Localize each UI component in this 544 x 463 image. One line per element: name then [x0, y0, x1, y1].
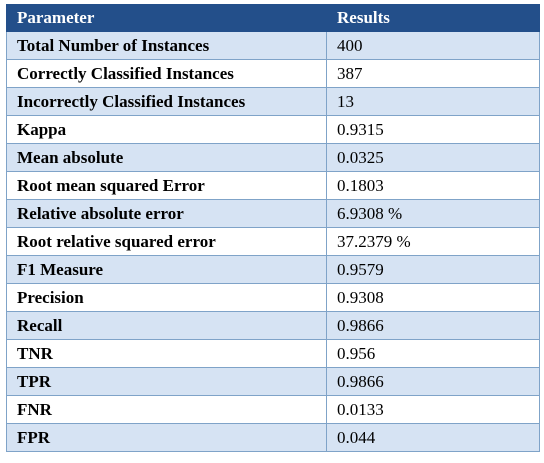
result-cell: 0.9866	[327, 368, 540, 396]
table-row	[7, 88, 540, 116]
table-row	[7, 60, 540, 88]
parameter-cell: Incorrectly Classified Instances	[7, 88, 327, 116]
parameter-cell: Correctly Classified Instances	[7, 60, 327, 88]
result-cell: 6.9308 %	[327, 200, 540, 228]
table-row	[7, 228, 540, 256]
table-row	[7, 32, 540, 60]
table-body	[7, 32, 540, 452]
result-cell: 0.9866	[327, 312, 540, 340]
table-row	[7, 200, 540, 228]
table-row	[7, 116, 540, 144]
parameter-cell: F1 Measure	[7, 256, 327, 284]
result-cell: 0.1803	[327, 172, 540, 200]
table-row	[7, 256, 540, 284]
parameter-cell: Recall	[7, 312, 327, 340]
parameter-cell: Root mean squared Error	[7, 172, 327, 200]
result-cell: 387	[327, 60, 540, 88]
table-header	[7, 5, 540, 32]
table-row	[7, 312, 540, 340]
parameter-cell: TPR	[7, 368, 327, 396]
results-column-header: Results	[327, 5, 540, 32]
table-row	[7, 396, 540, 424]
result-cell: 0.9315	[327, 116, 540, 144]
table-row	[7, 424, 540, 452]
table-row	[7, 172, 540, 200]
parameter-cell: Relative absolute error	[7, 200, 327, 228]
result-cell: 0.044	[327, 424, 540, 452]
result-cell: 400	[327, 32, 540, 60]
parameter-cell: Kappa	[7, 116, 327, 144]
result-cell: 0.9308	[327, 284, 540, 312]
result-cell: 37.2379 %	[327, 228, 540, 256]
table-row	[7, 284, 540, 312]
header-row	[7, 5, 540, 32]
result-cell: 0.956	[327, 340, 540, 368]
parameter-cell: Precision	[7, 284, 327, 312]
parameter-cell: Mean absolute	[7, 144, 327, 172]
result-cell: 13	[327, 88, 540, 116]
parameter-cell: FNR	[7, 396, 327, 424]
parameter-column-header: Parameter	[7, 5, 327, 32]
parameter-cell: Root relative squared error	[7, 228, 327, 256]
parameter-cell: TNR	[7, 340, 327, 368]
table-row	[7, 368, 540, 396]
parameter-cell: Total Number of Instances	[7, 32, 327, 60]
parameter-cell: FPR	[7, 424, 327, 452]
result-cell: 0.9579	[327, 256, 540, 284]
result-cell: 0.0133	[327, 396, 540, 424]
results-table	[6, 4, 540, 452]
table-row	[7, 144, 540, 172]
result-cell: 0.0325	[327, 144, 540, 172]
table-row	[7, 340, 540, 368]
